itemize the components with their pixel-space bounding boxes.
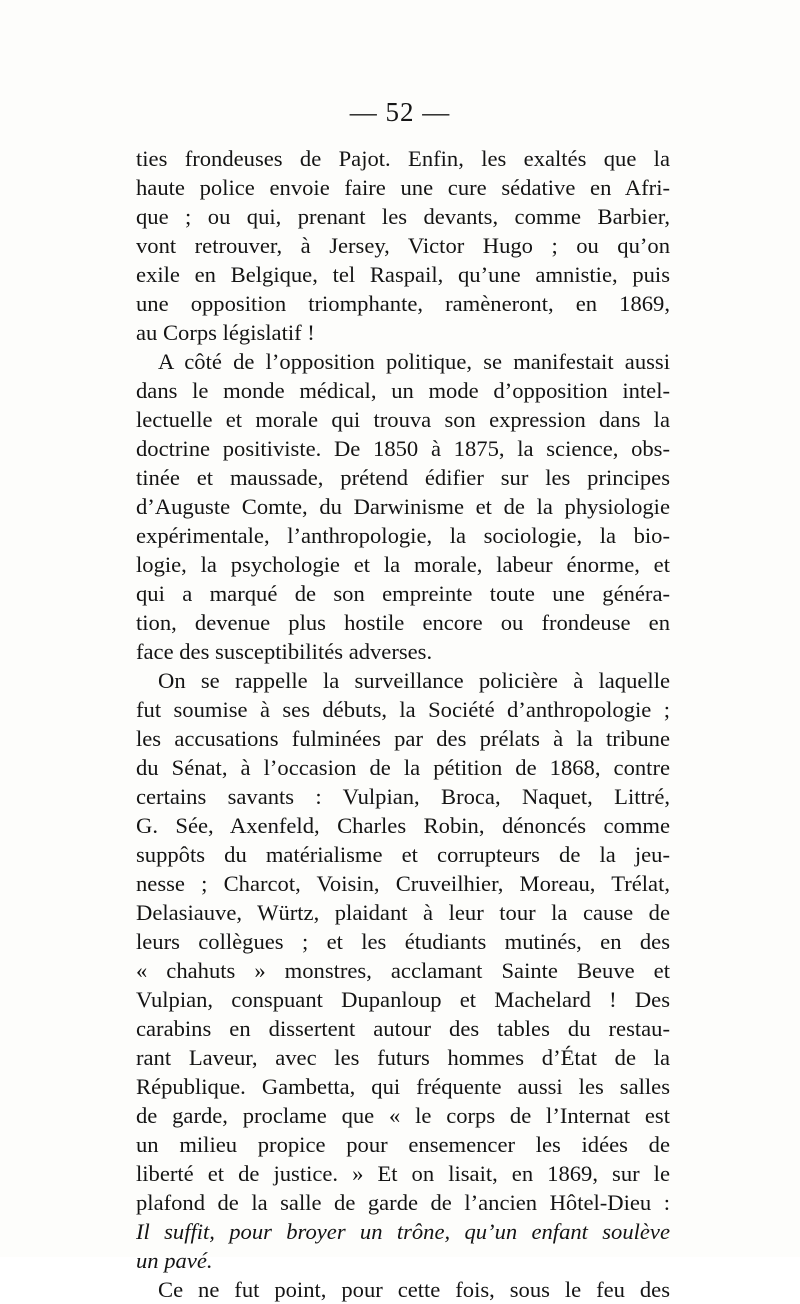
text-line: que ; ou qui, prenant les devants, comme Barbier, — [136, 204, 670, 229]
text-line: carabins en dissertent autour des tables du restau- — [136, 1016, 670, 1041]
text-line: qui a marqué de son empreinte toute une généra- — [136, 581, 670, 606]
text-line: dans le monde médical, un mode d’opposition intel- — [136, 378, 670, 403]
text-line: haute police envoie faire une cure sédative en Afri- — [136, 175, 670, 200]
text-line: Ce ne fut point, pour cette fois, sous le feu des — [158, 1277, 670, 1302]
text-line: On se rappelle la surveillance policière à laquelle — [158, 668, 670, 693]
text-line: tion, devenue plus hostile encore ou frondeuse en — [136, 610, 670, 635]
body-text — [136, 144, 670, 1304]
text-line: exile en Belgique, tel Raspail, qu’une amnistie, puis — [136, 262, 670, 287]
text-line: tinée et maussade, prétend édifier sur les principes — [136, 465, 670, 490]
text-line: Il suffit, pour broyer un trône, qu’un enfant soulève — [136, 1219, 670, 1244]
text-line: A côté de l’opposition politique, se manifestait aussi — [158, 349, 670, 374]
text-line: du Sénat, à l’occasion de la pétition de 1868, contre — [136, 755, 670, 780]
text-line: fut soumise à ses débuts, la Société d’anthropologie ; — [136, 697, 670, 722]
text-line: d’Auguste Comte, du Darwinisme et de la physiologie — [136, 494, 670, 519]
text-line: un milieu propice pour ensemencer les idées de — [136, 1132, 670, 1157]
text-line: face des susceptibilités adverses. — [136, 639, 433, 664]
text-line: G. Sée, Axenfeld, Charles Robin, dénoncés comme — [136, 813, 670, 838]
text-line: liberté et de justice. » Et on lisait, en 1869, sur le — [136, 1161, 670, 1186]
text-line: vont retrouver, à Jersey, Victor Hugo ; ou qu’on — [136, 233, 670, 258]
text-line: République. Gambetta, qui fréquente aussi les salles — [136, 1074, 670, 1099]
text-line: nesse ; Charcot, Voisin, Cruveilhier, Moreau, Trélat, — [136, 871, 670, 896]
text-line: de garde, proclame que « le corps de l’Internat est — [136, 1103, 670, 1128]
text-line: suppôts du matérialisme et corrupteurs de la jeu- — [136, 842, 670, 867]
text-line: leurs collègues ; et les étudiants mutinés, en des — [136, 929, 670, 954]
text-line: « chahuts » monstres, acclamant Sainte Beuve et — [136, 958, 670, 983]
text-line: doctrine positiviste. De 1850 à 1875, la science, obs- — [136, 436, 670, 461]
text-line: un pavé. — [136, 1248, 213, 1273]
text-line: rant Laveur, avec les futurs hommes d’État de la — [136, 1045, 670, 1070]
page-number: — 52 — — [349, 97, 451, 127]
text-line: une opposition triomphante, ramèneront, en 1869, — [136, 291, 670, 316]
text-line: Delasiauve, Würtz, plaidant à leur tour la cause de — [136, 900, 670, 925]
text-line: les accusations fulminées par des prélats à la tribune — [136, 726, 670, 751]
text-line: plafond de la salle de garde de l’ancien Hôtel-Dieu : — [136, 1190, 670, 1215]
text-line: certains savants : Vulpian, Broca, Naquet, Littré, — [136, 784, 670, 809]
text-line: Vulpian, conspuant Dupanloup et Machelard ! Des — [136, 987, 670, 1012]
text-line: logie, la psychologie et la morale, labeur énorme, et — [136, 552, 670, 577]
text-line: ties frondeuses de Pajot. Enfin, les exaltés que la — [136, 146, 670, 171]
text-line: au Corps législatif ! — [136, 320, 315, 345]
text-line: expérimentale, l’anthropologie, la sociologie, la bio- — [136, 523, 670, 548]
text-line: lectuelle et morale qui trouva son expression dans la — [136, 407, 670, 432]
